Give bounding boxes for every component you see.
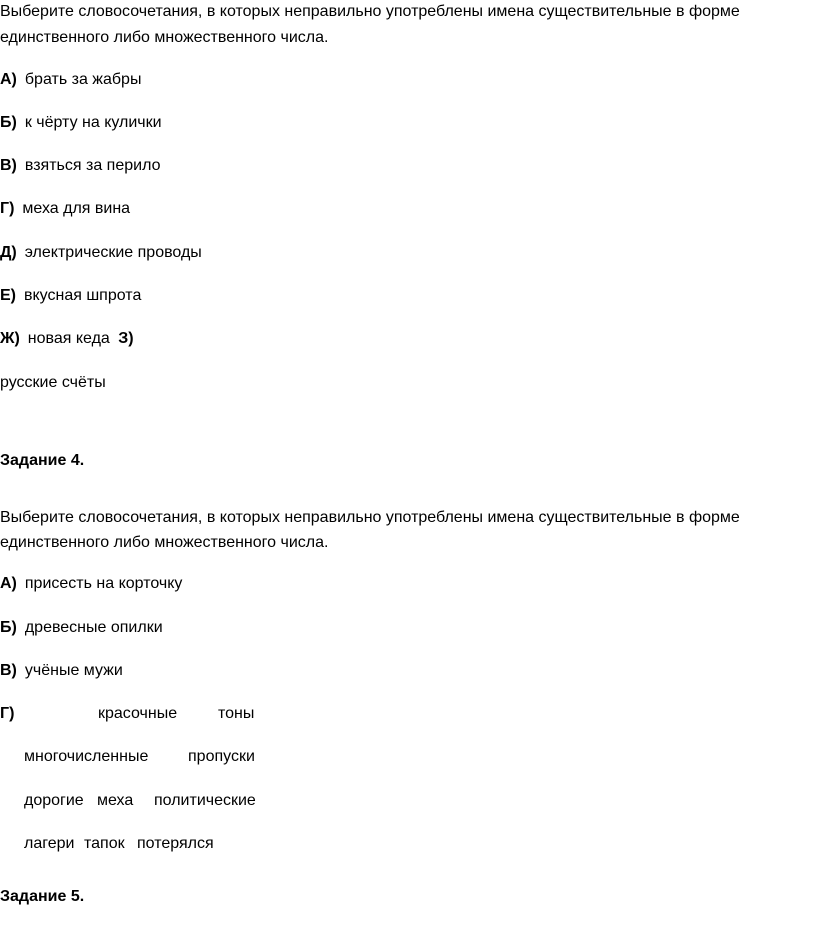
word-lageri: лагери [24, 835, 75, 852]
option-a [0, 574, 182, 594]
task-4-heading: Задание 4. [0, 452, 85, 469]
instruction-line-2: единственного либо множественного числа. [0, 29, 329, 46]
option-label: Б) [0, 114, 17, 131]
option-label: А) [0, 71, 17, 88]
option-text: электрические проводы [24, 244, 202, 261]
option-label: Д) [0, 244, 17, 261]
instruction-line-2: единственного либо множественного числа. [0, 534, 329, 551]
option-text: взяться за перило [24, 157, 161, 174]
word-mnogochislennye: многочисленные [24, 748, 149, 765]
option-text: древесные опилки [24, 619, 163, 636]
option-label: Б) [0, 619, 17, 636]
option-label: А) [0, 575, 17, 592]
option-zh [0, 329, 134, 349]
option-label: Е) [0, 287, 16, 304]
option-b [0, 618, 163, 638]
option-z-text: русские счёты [0, 374, 106, 391]
option-text: новая кеда [27, 330, 110, 347]
word-propuski: пропуски [188, 748, 255, 765]
option-label: Г) [0, 705, 15, 722]
word-krasochnye: красочные [98, 705, 178, 722]
option-e [0, 286, 141, 306]
option-d [0, 243, 202, 263]
instruction-line-1: Выберите словосочетания, в которых неправильно употреблены имена существительные в форме [0, 509, 740, 526]
option-text: учёные мужи [24, 662, 123, 679]
instruction-line-1: Выберите словосочетания, в которых неправильно употреблены имена существительные в форме [0, 3, 740, 20]
option-text: к чёрту на кулички [24, 114, 162, 131]
option-label: Ж) [0, 330, 20, 347]
option-v [0, 661, 123, 681]
option-g [0, 199, 130, 219]
option-label: В) [0, 157, 17, 174]
option-v [0, 156, 160, 176]
word-politicheskie: политические [154, 792, 256, 809]
option-text: брать за жабры [24, 71, 142, 88]
word-meha: меха [97, 792, 134, 809]
word-poteryalsya: потерялся [137, 835, 214, 852]
option-text: вкусная шпрота [24, 287, 142, 304]
option-text: меха для вина [22, 200, 131, 217]
word-tony: тоны [218, 705, 255, 722]
word-dorogie: дорогие [24, 792, 84, 809]
option-label: З) [118, 330, 134, 347]
word-tapok: тапок [84, 835, 125, 852]
option-b [0, 113, 162, 133]
option-a [0, 70, 141, 90]
task-5-heading: Задание 5. [0, 888, 85, 905]
option-label: В) [0, 662, 17, 679]
option-label: Г) [0, 200, 15, 217]
option-g [0, 704, 14, 724]
option-text: присесть на корточку [24, 575, 183, 592]
